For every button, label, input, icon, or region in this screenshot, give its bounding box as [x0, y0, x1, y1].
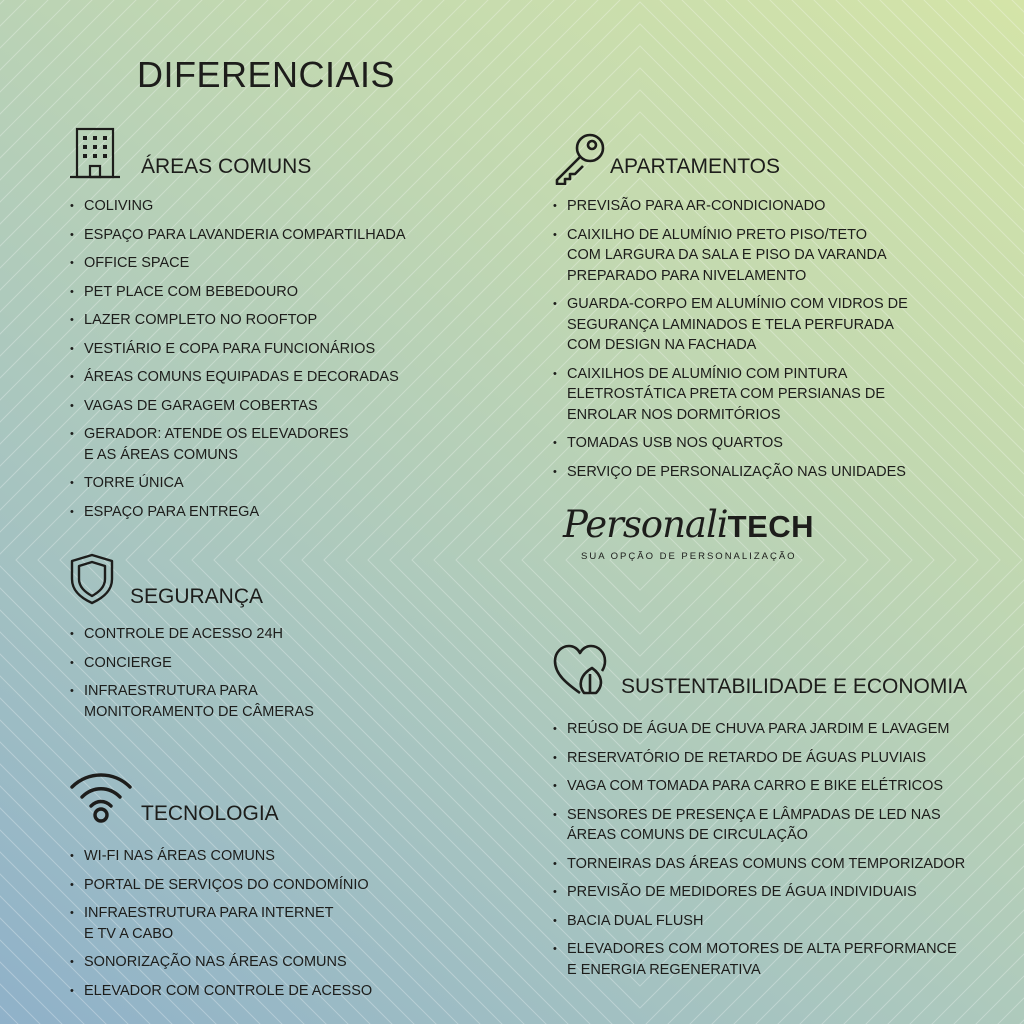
list-item: • OFFICE SPACE: [70, 253, 490, 274]
list-item: • VESTIÁRIO E COPA PARA FUNCIONÁRIOS: [70, 339, 490, 360]
list-item: • CONCIERGE: [70, 653, 490, 674]
brand-script-text: Personali: [563, 503, 728, 546]
section-title-seguranca: SEGURANÇA: [130, 585, 264, 608]
list-item: • CONTROLE DE ACESSO 24H: [70, 624, 490, 645]
shield-icon: [69, 553, 115, 605]
personalitech-logo: [563, 503, 863, 562]
areas-comuns-list: [70, 196, 490, 530]
apartamentos-list: [553, 196, 993, 490]
seguranca-list: [70, 624, 490, 730]
tecnologia-list: [70, 846, 490, 1009]
section-title-apartamentos: APARTAMENTOS: [610, 155, 780, 178]
list-item: • ÁREAS COMUNS EQUIPADAS E DECORADAS: [70, 367, 490, 388]
list-item: • PREVISÃO PARA AR-CONDICIONADO: [553, 196, 993, 217]
list-item: • BACIA DUAL FLUSH: [553, 911, 1003, 932]
list-item: • WI-FI NAS ÁREAS COMUNS: [70, 846, 490, 867]
list-item: • CAIXILHOS DE ALUMÍNIO COM PINTURA ELETROSTÁTICA PRETA COM PERSIANAS DE ENROLAR NOS DORMITÓRIOS: [553, 364, 993, 426]
brand-tagline: SUA OPÇÃO DE PERSONALIZAÇÃO: [581, 551, 797, 562]
list-item: • INFRAESTRUTURA PARA INTERNET E TV A CABO: [70, 903, 490, 944]
list-item: • TORRE ÚNICA: [70, 473, 490, 494]
list-item: • VAGA COM TOMADA PARA CARRO E BIKE ELÉTRICOS: [553, 776, 1003, 797]
section-title-sustentabilidade: SUSTENTABILIDADE E ECONOMIA: [621, 675, 968, 698]
list-item: • ELEVADOR COM CONTROLE DE ACESSO: [70, 981, 490, 1002]
sustentabilidade-list: [553, 719, 1003, 988]
key-icon: [553, 131, 607, 185]
list-item: • GUARDA-CORPO EM ALUMÍNIO COM VIDROS DE SEGURANÇA LAMINADOS E TELA PERFURADA COM DESIGN NA FACHADA: [553, 294, 993, 356]
list-item: • PORTAL DE SERVIÇOS DO CONDOMÍNIO: [70, 875, 490, 896]
list-item: • CAIXILHO DE ALUMÍNIO PRETO PISO/TETO COM LARGURA DA SALA E PISO DA VARANDA PREPARADO PARA NIVELAMENTO: [553, 225, 993, 287]
list-item: • COLIVING: [70, 196, 490, 217]
wifi-icon: [69, 768, 133, 826]
list-item: • ELEVADORES COM MOTORES DE ALTA PERFORMANCE E ENERGIA REGENERATIVA: [553, 939, 1003, 980]
list-item: • ESPAÇO PARA ENTREGA: [70, 502, 490, 523]
section-title-tecnologia: TECNOLOGIA: [141, 802, 279, 825]
list-item: • REÚSO DE ÁGUA DE CHUVA PARA JARDIM E LAVAGEM: [553, 719, 1003, 740]
list-item: • TORNEIRAS DAS ÁREAS COMUNS COM TEMPORIZADOR: [553, 854, 1003, 875]
list-item: • SENSORES DE PRESENÇA E LÂMPADAS DE LED NAS ÁREAS COMUNS DE CIRCULAÇÃO: [553, 805, 1003, 846]
list-item: • SONORIZAÇÃO NAS ÁREAS COMUNS: [70, 952, 490, 973]
list-item: • SERVIÇO DE PERSONALIZAÇÃO NAS UNIDADES: [553, 462, 993, 483]
list-item: • ESPAÇO PARA LAVANDERIA COMPARTILHADA: [70, 225, 490, 246]
list-item: • PET PLACE COM BEBEDOURO: [70, 282, 490, 303]
brand-bold-text: TECH: [727, 509, 815, 544]
section-title-areas-comuns: ÁREAS COMUNS: [141, 155, 312, 178]
list-item: • VAGAS DE GARAGEM COBERTAS: [70, 396, 490, 417]
list-item: • TOMADAS USB NOS QUARTOS: [553, 433, 993, 454]
building-icon: [70, 126, 120, 180]
list-item: • PREVISÃO DE MEDIDORES DE ÁGUA INDIVIDUAIS: [553, 882, 1003, 903]
heart-leaf-icon: [552, 643, 608, 697]
list-item: • GERADOR: ATENDE OS ELEVADORES E AS ÁREAS COMUNS: [70, 424, 490, 465]
list-item: • RESERVATÓRIO DE RETARDO DE ÁGUAS PLUVIAIS: [553, 748, 1003, 769]
list-item: • LAZER COMPLETO NO ROOFTOP: [70, 310, 490, 331]
list-item: • INFRAESTRUTURA PARA MONITORAMENTO DE CÂMERAS: [70, 681, 490, 722]
page-title: DIFERENCIAIS: [137, 54, 396, 95]
